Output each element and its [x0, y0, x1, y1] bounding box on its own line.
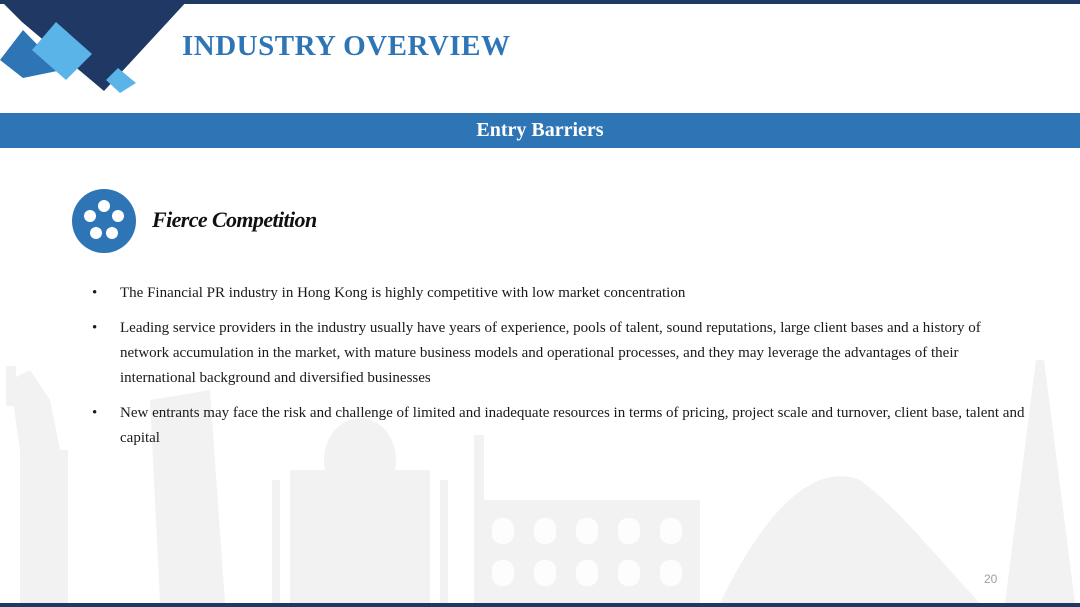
- bullet-text: New entrants may face the risk and challenge of limited and inadequate resources in terms of pricing, project scale and turnover, client base, talent and capital: [120, 405, 1025, 446]
- section-title: Entry Barriers: [476, 119, 604, 141]
- bullet-list: [92, 281, 1032, 461]
- diamond-logo-icon: [0, 0, 200, 100]
- film-reel-icon: [72, 189, 136, 253]
- bullet-item: [92, 401, 1032, 451]
- bullet-item: [92, 281, 1032, 306]
- bullet-mark: •: [92, 285, 98, 301]
- page-title: INDUSTRY OVERVIEW: [182, 30, 511, 62]
- bottom-border: [0, 603, 1080, 607]
- page-number: 20: [984, 572, 998, 586]
- bullet-text: The Financial PR industry in Hong Kong is highly competitive with low market concentration: [120, 285, 686, 301]
- bullet-text: Leading service providers in the industry usually have years of experience, pools of talent, sound reputations, large client bases and a history of network accumulation in the market, with mature business models and operational processes, and they may leverage the advantages of their international background and diversified businesses: [120, 320, 981, 386]
- bullet-mark: •: [92, 320, 98, 336]
- bullet-item: [92, 316, 1032, 391]
- topic-title: Fierce Competition: [152, 207, 317, 232]
- section-banner: [0, 113, 1080, 148]
- bullet-mark: •: [92, 405, 98, 421]
